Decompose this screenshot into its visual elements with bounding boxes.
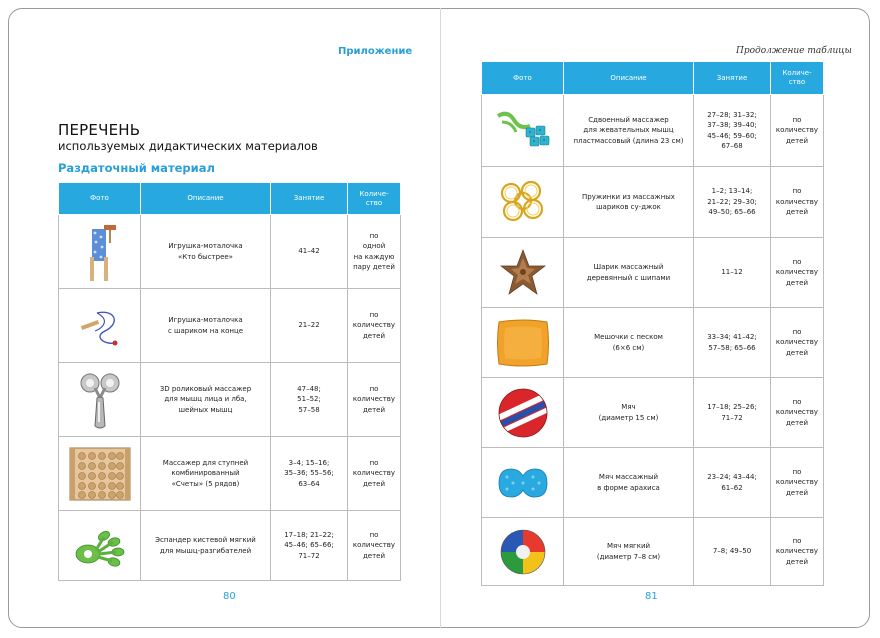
quantity-cell: по количеству детей [348, 437, 401, 511]
column-header-lesson: Занятие [694, 62, 771, 95]
peanut-massage-ball-image [493, 463, 553, 503]
quantity-cell: по количеству детей [771, 378, 824, 448]
quantity-cell: по количеству детей [771, 95, 824, 167]
description-cell: Пружинки из массажных шариков су-джок [564, 167, 694, 238]
photo-cell [482, 167, 564, 238]
photo-cell [482, 308, 564, 378]
table-row [59, 215, 401, 289]
description-cell: 3D роликовый массажер для мышц лица и лба, шейных мышц [141, 363, 271, 437]
materials-table-right [481, 61, 824, 586]
table-row [59, 511, 401, 581]
photo-cell [59, 363, 141, 437]
photo-cell [59, 511, 141, 581]
lesson-cell: 47–48; 51–52; 57–58 [271, 363, 348, 437]
page-title: ПЕРЕЧЕНЬ [58, 121, 141, 139]
column-header-description: Описание [564, 62, 694, 95]
lesson-cell: 33–34; 41–42; 57–58; 65–66 [694, 308, 771, 378]
table-row [482, 238, 824, 308]
column-header-quantity: Количе- ство [348, 183, 401, 215]
description-cell: Игрушка-моталочка «Кто быстрее» [141, 215, 271, 289]
description-cell: Сдвоенный массажер для жевательных мышц пластмассовый (длина 23 см) [564, 95, 694, 167]
description-cell: Мяч (диаметр 15 см) [564, 378, 694, 448]
wooden-spiked-ball-image [498, 248, 548, 298]
sand-bag-image [495, 316, 551, 370]
quantity-cell: по количеству детей [771, 518, 824, 586]
table-row [482, 518, 824, 586]
quantity-cell: по количеству детей [348, 511, 401, 581]
quantity-cell: по количеству детей [771, 308, 824, 378]
column-header-quantity: Количе- ство [771, 62, 824, 95]
column-header-lesson: Занятие [271, 183, 348, 215]
table-row [482, 308, 824, 378]
table-header-row [482, 62, 824, 95]
lesson-cell: 23–24; 43–44; 61–62 [694, 448, 771, 518]
page-subtitle: используемых дидактических материалов [58, 139, 318, 153]
description-cell: Мяч мягкий (диаметр 7–8 см) [564, 518, 694, 586]
quantity-cell: по количеству детей [771, 448, 824, 518]
photo-cell [482, 95, 564, 167]
section-title: Раздаточный материал [58, 161, 215, 175]
description-cell: Массажер для ступней комбинированный «Счеты» (5 рядов) [141, 437, 271, 511]
photo-cell [59, 215, 141, 289]
column-header-photo: Фото [59, 183, 141, 215]
quantity-cell: по количеству детей [771, 167, 824, 238]
photo-cell [482, 518, 564, 586]
photo-cell [59, 289, 141, 363]
table-header-row [59, 183, 401, 215]
running-header: Приложение [338, 46, 413, 57]
lesson-cell: 1–2; 13–14; 21–22; 29–30; 49–50; 65–66 [694, 167, 771, 238]
su-jok-springs-image [495, 179, 551, 225]
wooden-hammer-toy-image [78, 221, 122, 283]
page-number-right: 81 [645, 591, 658, 602]
lesson-cell: 11–12 [694, 238, 771, 308]
lesson-cell: 17–18; 25–26; 71–72 [694, 378, 771, 448]
column-header-photo: Фото [482, 62, 564, 95]
hand-expander-image [70, 524, 130, 568]
photo-cell [59, 437, 141, 511]
quantity-cell: по количеству детей [348, 289, 401, 363]
soft-ball-image [498, 527, 548, 577]
foot-massager-abacus-image [68, 446, 132, 502]
description-cell: Игрушка-моталочка с шариком на конце [141, 289, 271, 363]
table-row [59, 289, 401, 363]
description-cell: Шарик массажный деревянный с шипами [564, 238, 694, 308]
lesson-cell: 41–42 [271, 215, 348, 289]
table-row [482, 448, 824, 518]
photo-cell [482, 238, 564, 308]
description-cell: Мяч массажный в форме арахиса [564, 448, 694, 518]
double-chewing-massager-image [492, 106, 554, 156]
lesson-cell: 17–18; 21–22; 45–46; 65–66; 71–72 [271, 511, 348, 581]
description-cell: Мешочки с песком (6×6 см) [564, 308, 694, 378]
column-header-description: Описание [141, 183, 271, 215]
photo-cell [482, 448, 564, 518]
lesson-cell: 27–28; 31–32; 37–38; 39–40; 45–46; 59–60; 67–68 [694, 95, 771, 167]
lesson-cell: 21–22 [271, 289, 348, 363]
quantity-cell: по одной на каждую пару детей [348, 215, 401, 289]
striped-ball-image [496, 386, 550, 440]
lesson-cell: 3–4; 15–16; 35–36; 55–56; 63–64 [271, 437, 348, 511]
page-fold [440, 8, 441, 628]
table-row [482, 378, 824, 448]
table-row [482, 95, 824, 167]
lesson-cell: 7–8; 49–50 [694, 518, 771, 586]
quantity-cell: по количеству детей [771, 238, 824, 308]
materials-table-left [58, 182, 401, 581]
quantity-cell: по количеству детей [348, 363, 401, 437]
string-ball-toy-image [75, 301, 125, 351]
description-cell: Эспандер кистевой мягкий для мышц-разгибателей [141, 511, 271, 581]
photo-cell [482, 378, 564, 448]
page-number-left: 80 [223, 591, 236, 602]
continuation-note: Продолжение таблицы [736, 46, 852, 56]
table-row [59, 363, 401, 437]
3d-roller-massager-image [75, 368, 125, 432]
table-row [482, 167, 824, 238]
table-row [59, 437, 401, 511]
